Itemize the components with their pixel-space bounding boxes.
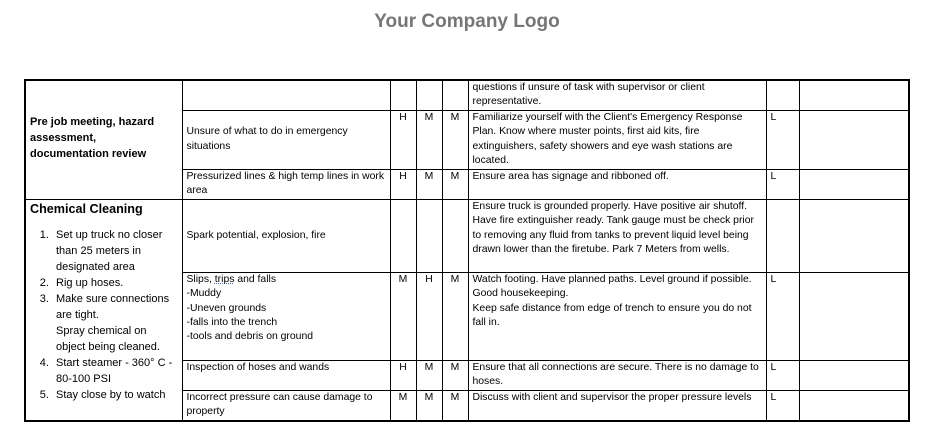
step-cell-prejob <box>25 80 182 199</box>
step-title-chemical-cleaning: Chemical Cleaning <box>30 201 143 216</box>
notes-cell <box>799 199 909 272</box>
notes-cell <box>799 360 909 390</box>
residual-cell <box>766 199 799 272</box>
severity-cell: M <box>390 272 416 360</box>
risk-cell: M <box>442 110 468 169</box>
control-cell: Discuss with client and supervisor the proper pressure levels <box>468 390 766 420</box>
residual-cell: L <box>766 272 799 360</box>
risk-cell: M <box>442 272 468 360</box>
hazard-cell: Unsure of what to do in emergency situations <box>182 110 390 169</box>
step-cell-chemical-cleaning <box>25 199 182 420</box>
step-title-prejob: Pre job meeting, hazard assessment, documentation review <box>30 116 155 160</box>
notes-cell <box>799 80 909 110</box>
hazard-cell: Pressurized lines & high temp lines in work area <box>182 169 390 199</box>
table-row <box>25 199 909 272</box>
notes-cell <box>799 110 909 169</box>
list-item: 2. Rig up hoses. <box>52 275 178 291</box>
list-item: 3. Make sure connections are tight. Spray chemical on object being cleaned. <box>52 291 178 355</box>
severity-cell: H <box>390 169 416 199</box>
table-row <box>25 80 909 110</box>
notes-cell <box>799 390 909 420</box>
company-logo-text: Your Company Logo <box>374 11 560 32</box>
probability-cell: M <box>416 110 442 169</box>
risk-cell <box>442 80 468 110</box>
job-safety-table <box>24 79 910 422</box>
hazard-cell: Inspection of hoses and wands <box>182 360 390 390</box>
control-cell: questions if unsure of task with supervisor or client representative. <box>468 80 766 110</box>
risk-cell: M <box>442 169 468 199</box>
hazard-cell: Slips, trips and falls -Muddy -Uneven grounds -falls into the trench -tools and debris on ground <box>182 272 390 360</box>
probability-cell: M <box>416 169 442 199</box>
hazard-cell: Incorrect pressure can cause damage to property <box>182 390 390 420</box>
severity-cell: M <box>390 390 416 420</box>
hazard-cell <box>182 80 390 110</box>
control-cell: Ensure area has signage and ribboned off. <box>468 169 766 199</box>
residual-cell: L <box>766 169 799 199</box>
probability-cell: H <box>416 272 442 360</box>
residual-cell: L <box>766 110 799 169</box>
probability-cell <box>416 80 442 110</box>
severity-cell: H <box>390 360 416 390</box>
control-cell: Ensure that all connections are secure. There is no damage to hoses. <box>468 360 766 390</box>
risk-cell: M <box>442 360 468 390</box>
probability-cell <box>416 199 442 272</box>
risk-cell <box>442 199 468 272</box>
step-list <box>30 227 178 403</box>
residual-cell: L <box>766 360 799 390</box>
probability-cell: M <box>416 390 442 420</box>
control-cell: Familiarize yourself with the Client's Emergency Response Plan. Know where muster points, first aid kits, fire extinguishers, safety showers and eye wash stations are located. <box>468 110 766 169</box>
residual-cell: L <box>766 390 799 420</box>
notes-cell <box>799 272 909 360</box>
list-item: 4. Start steamer - 360° C - 80-100 PSI <box>52 355 178 387</box>
risk-cell: M <box>442 390 468 420</box>
severity-cell <box>390 80 416 110</box>
severity-cell <box>390 199 416 272</box>
hazard-cell: Spark potential, explosion, fire <box>182 199 390 272</box>
severity-cell: H <box>390 110 416 169</box>
notes-cell <box>799 169 909 199</box>
control-cell: Watch footing. Have planned paths. Level ground if possible. Good housekeeping. Keep safe distance from edge of trench to ensure you do not fall in. <box>468 272 766 360</box>
list-item: 5. Stay close by to watch <box>52 387 178 403</box>
list-item: 1. Set up truck no closer than 25 meters in designated area <box>52 227 178 275</box>
probability-cell: M <box>416 360 442 390</box>
residual-cell <box>766 80 799 110</box>
control-cell: Ensure truck is grounded properly. Have positive air shutoff. Have fire extinguisher ready. Tank gauge must be check prior to removing any fluid from tanks to prevent liquid level being drawn lower than the firetube. Park 7 Meters from wells. <box>468 199 766 272</box>
